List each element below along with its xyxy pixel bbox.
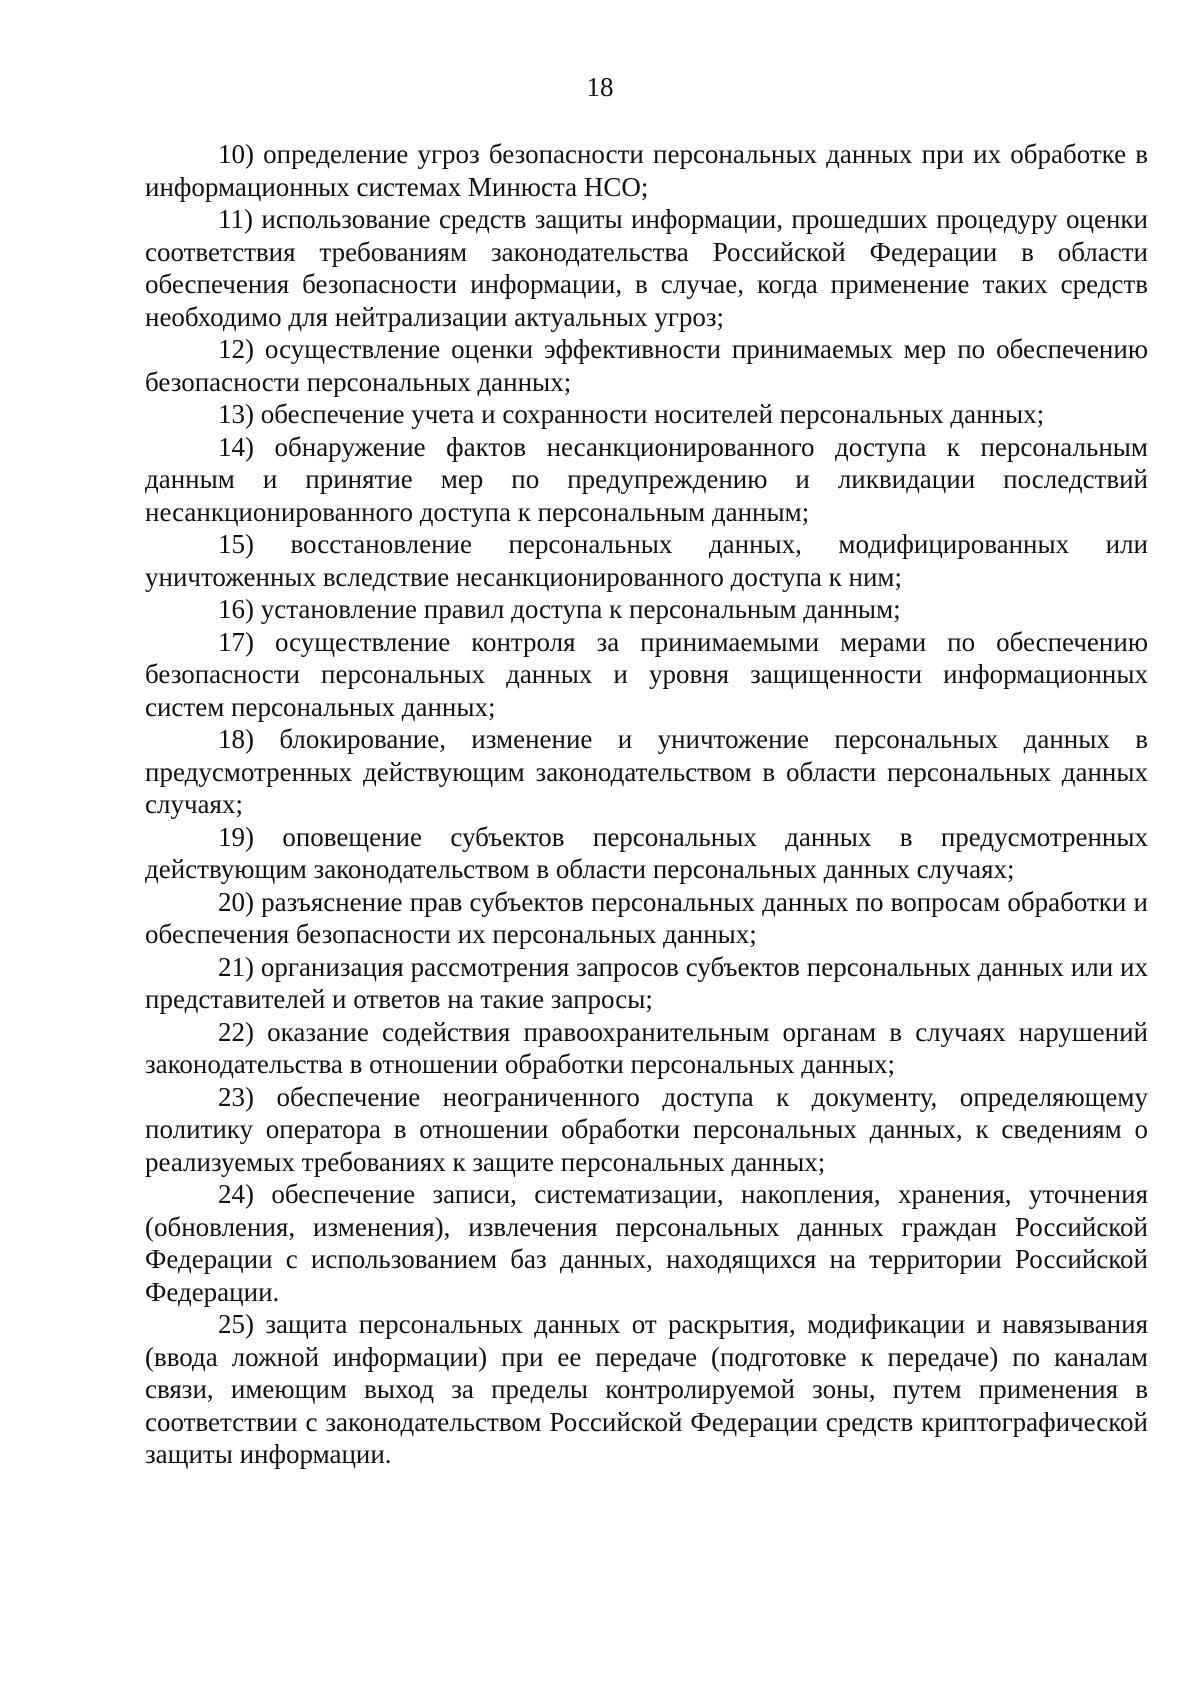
- list-item-16: 16) установление правил доступа к персональным данным;: [218, 594, 901, 624]
- list-item-12: 12) осуществление оценки эффективности принимаемых мер по обеспечению безопасности персональных данных;: [145, 334, 1148, 397]
- list-item-22: 22) оказание содействия правоохранительным органам в случаях нарушений законодательства в отношении обработки персональных данных;: [145, 1016, 1148, 1079]
- list-item-11: 11) использование средств защиты информации, прошедших процедуру оценки соответствия требованиям законодательства Российской Федерации в области обеспечения безопасности информации, в случае, когда применение таких средств необходимо для нейтрализации актуальных угроз;: [145, 204, 1148, 332]
- list-item-17: 17) осуществление контроля за принимаемыми мерами по обеспечению безопасности персональных данных и уровня защищенности информационных систем персональных данных;: [145, 626, 1148, 722]
- list-item-18: 18) блокирование, изменение и уничтожение персональных данных в предусмотренных действующим законодательством в области персональных данных случаях;: [145, 724, 1148, 819]
- list-item-20: 20) разъяснение прав субъектов персональных данных по вопросам обработки и обеспечения безопасности их персональных данных;: [145, 886, 1148, 949]
- list-item-14: 14) обнаружение фактов несанкционированного доступа к персональным данным и принятие мер по предупреждению и ликвидации последствий несанкционированного доступа к персональным данным;: [145, 431, 1148, 527]
- page-number: 18: [586, 72, 614, 102]
- list-item-24: 24) обеспечение записи, систематизации, накопления, хранения, уточнения (обновления, изменения), извлечения персональных данных граждан Российской Федерации с использованием баз данных, находящихся на территории Российской Федерации.: [145, 1179, 1148, 1307]
- document-body: [145, 138, 1148, 1471]
- list-item-23: 23) обеспечение неограниченного доступа к документу, определяющему политику оператора в отношении обработки персональных данных, к сведениям о реализуемых требованиях к защите персональных данных;: [145, 1081, 1148, 1177]
- list-item-15: 15) восстановление персональных данных, модифицированных или уничтоженных вследствие несанкционированного доступа к ним;: [145, 529, 1148, 592]
- list-item-25: 25) защита персональных данных от раскрытия, модификации и навязывания (ввода ложной информации) при ее передаче (подготовке к передаче) по каналам связи, имеющим выход за пределы контролируемой зоны, путем применения в соответствии с законодательством Российской Федерации средств криптографической защиты информации.: [145, 1309, 1148, 1469]
- list-item-19: 19) оповещение субъектов персональных данных в предусмотренных действующим законодательством в области персональных данных случаях;: [145, 821, 1148, 884]
- list-item-10: 10) определение угроз безопасности персональных данных при их обработке в информационных системах Минюста НСО;: [145, 139, 1148, 202]
- list-item-13: 13) обеспечение учета и сохранности носителей персональных данных;: [218, 399, 1045, 429]
- list-item-21: 21) организация рассмотрения запросов субъектов персональных данных или их представителей и ответов на такие запросы;: [145, 951, 1148, 1014]
